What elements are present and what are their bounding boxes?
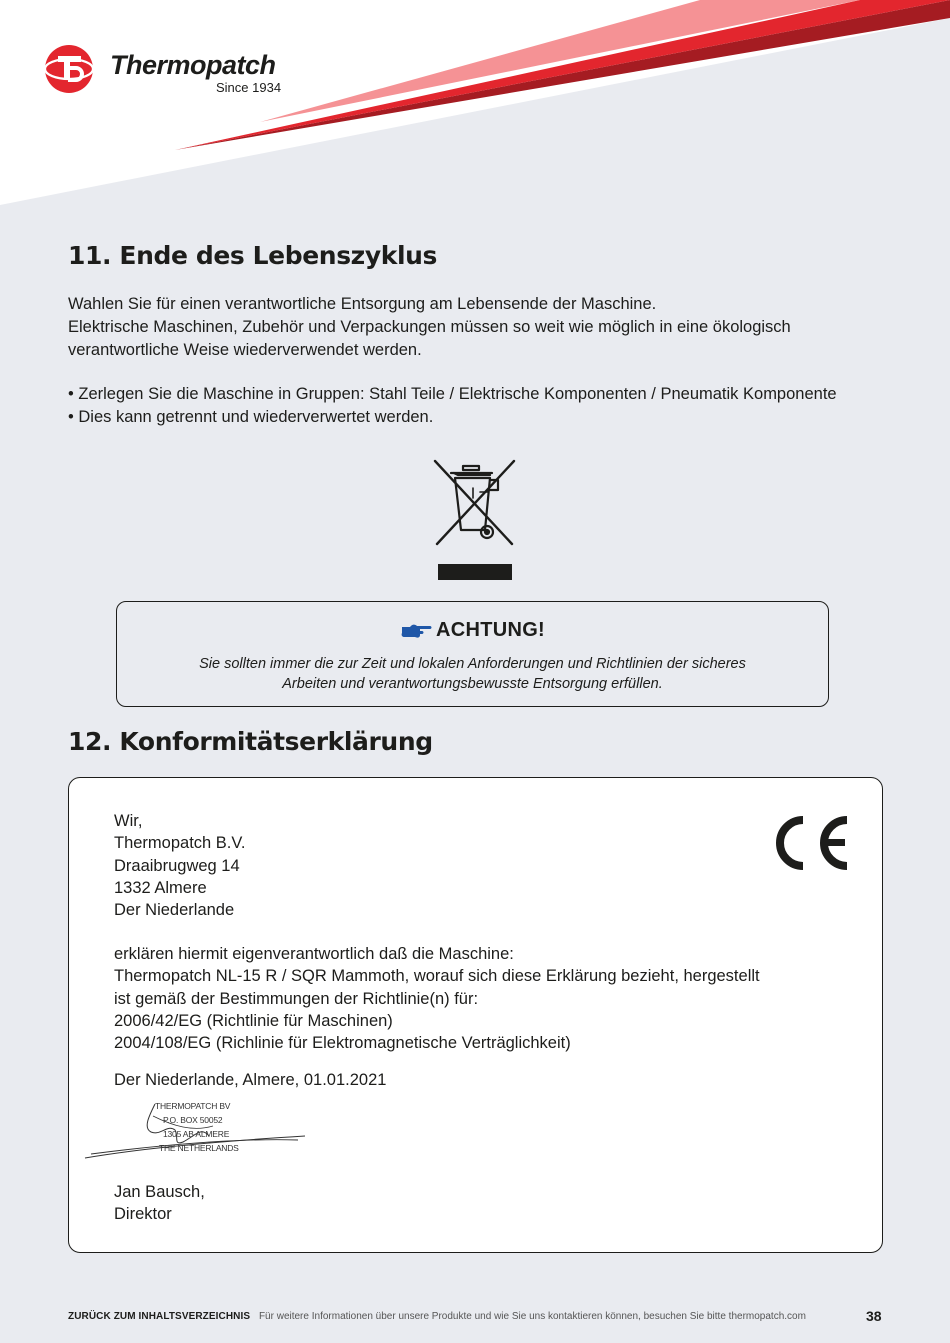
header-banner [0, 0, 950, 210]
footer-info: Für weitere Informationen über unsere Produkte und wie Sie uns kontaktieren können, besuchen Sie bitte thermopatch.com [258, 1311, 806, 1322]
section-11-bullets [68, 383, 837, 429]
declaration-text [114, 943, 760, 1054]
manufacturer-address [114, 810, 245, 921]
logo-wordmark: Thermopatch [110, 50, 276, 80]
address-line: Wir, [114, 812, 143, 830]
place-and-date: Der Niederlande, Almere, 01.01.2021 [114, 1071, 387, 1089]
stamp-line: THE NETHERLANDS [159, 1143, 239, 1153]
company-stamp [83, 1096, 313, 1168]
signatory-title: Direktor [114, 1205, 172, 1224]
declaration-line: 2006/42/EG (Richtlinie für Maschinen) [114, 1011, 393, 1030]
address-line: Der Niederlande [114, 901, 235, 920]
stamp-line: 1305 AB ALMERE [163, 1129, 230, 1139]
declaration-line: erklären hiermit eigenverantwortlich daß die Maschine: [114, 945, 514, 963]
stamp-line: P.O. BOX 50052 [163, 1115, 223, 1125]
warning-title: ACHTUNG! [435, 619, 546, 641]
footer [68, 1311, 806, 1322]
section-11-title: 11. Ende des Lebenszyklus [68, 241, 437, 270]
bullet-item: • Zerlegen Sie die Maschine in Gruppen: Stahl Teile / Elektrische Komponenten / Pneumatik Komponente [68, 385, 837, 403]
address-line: Draaibrugweg 14 [114, 856, 240, 875]
section-11-paragraph [68, 293, 791, 362]
back-to-contents-link[interactable]: ZURÜCK ZUM INHALTSVERZEICHNIS [68, 1311, 251, 1322]
signatory [114, 1181, 205, 1226]
address-line: Thermopatch B.V. [114, 834, 246, 853]
warning-box [116, 601, 829, 707]
warning-line: Arbeiten und verantwortungsbewusste Entsorgung erfüllen. [282, 676, 663, 692]
section-12-title: 12. Konformitätserklärung [68, 727, 433, 756]
bullet-item: • Dies kann getrennt und wiederverwertet werden. [68, 408, 434, 426]
stamp-line: THERMOPATCH BV [155, 1101, 231, 1111]
warning-text [117, 654, 828, 694]
warning-line: Sie sollten immer die zur Zeit und lokalen Anforderungen und Richtlinien der sicheres [199, 656, 746, 672]
ce-mark-icon [769, 814, 851, 872]
logo-since: Since 1934 [216, 80, 282, 95]
declaration-line: ist gemäß der Bestimmungen der Richtlinie(n) für: [114, 989, 479, 1008]
thermopatch-logo-icon [44, 44, 98, 98]
declaration-line: 2004/108/EG (Richlinie für Elektromagnetische Verträglichkeit) [114, 1034, 571, 1053]
paragraph-line: Elektrische Maschinen, Zubehör und Verpackungen müssen so weit wie möglich in eine ökologisch [68, 318, 791, 336]
declaration-line: Thermopatch NL-15 R / SQR Mammoth, worauf sich diese Erklärung bezieht, hergestellt [114, 967, 760, 986]
signatory-name: Jan Bausch, [114, 1183, 205, 1201]
paragraph-line: verantwortliche Weise wiederverwendet werden. [68, 341, 422, 359]
thermopatch-logo[interactable] [44, 44, 294, 104]
address-line: 1332 Almere [114, 878, 207, 897]
page-number: 38 [866, 1308, 882, 1324]
paragraph-line: Wahlen Sie für einen verantwortliche Entsorgung am Lebensende der Maschine. [68, 295, 657, 313]
crossed-out-wheelie-bin-icon [430, 458, 520, 583]
declaration-box [68, 777, 883, 1253]
pointing-hand-icon [400, 623, 432, 639]
